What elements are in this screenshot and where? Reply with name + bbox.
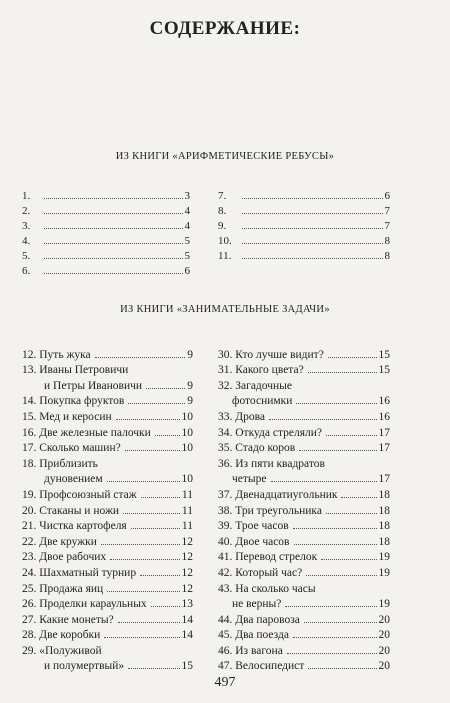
toc-entry (22, 439, 193, 455)
dot-leader (328, 357, 377, 358)
toc-entry (218, 501, 390, 517)
entry-title: 17. Сколько машин? (22, 442, 121, 455)
dot-leader (44, 228, 183, 229)
dot-leader (44, 213, 183, 214)
entry-page: 10 (181, 426, 193, 439)
toc-entry (22, 361, 193, 377)
entry-number: 2. (22, 205, 31, 217)
dot-leader (107, 481, 180, 482)
toc-entry (22, 232, 190, 247)
toc-entry (22, 626, 193, 642)
page-title: СОДЕРЖАНИЕ: (149, 18, 301, 39)
toc-entry (22, 517, 193, 533)
toc-entry (22, 595, 193, 611)
dot-leader (95, 357, 186, 358)
entry-page: 14 (181, 629, 193, 642)
entry-page: 4 (184, 220, 190, 232)
dot-leader (326, 513, 377, 514)
entry-title: 27. Какие монеты? (22, 613, 114, 626)
toc-entry (22, 345, 193, 361)
toc-entry (218, 345, 390, 361)
entry-title: четыре (232, 473, 267, 486)
toc-entry (22, 610, 193, 626)
dot-leader (107, 591, 179, 592)
dot-leader (269, 419, 377, 420)
entry-title: 23. Двое рабочих (22, 551, 107, 564)
dot-leader (321, 559, 376, 560)
entry-page: 6 (184, 265, 190, 277)
entry-page: 12 (181, 535, 193, 548)
entry-page: 9 (187, 379, 193, 392)
dot-leader (125, 450, 180, 451)
dot-leader (299, 450, 376, 451)
dot-leader (308, 668, 376, 669)
toc-entry (218, 454, 390, 470)
entry-title: 33. Дрова (218, 410, 265, 423)
entry-page: 19 (378, 551, 390, 564)
toc-entry (22, 376, 193, 392)
entry-page: 15 (181, 660, 193, 673)
toc-entry (22, 392, 193, 408)
entry-page: 15 (378, 364, 390, 377)
toc-entry (22, 217, 190, 232)
entry-title: 36. Из пяти квадратов (218, 457, 325, 470)
toc-entry (22, 187, 190, 202)
dot-leader (44, 273, 183, 274)
toc-entry (218, 657, 390, 673)
toc-entry (22, 262, 190, 277)
entry-title: 21. Чистка картофеля (22, 520, 127, 533)
entry-title: 24. Шахматный турнир (22, 566, 137, 579)
dot-leader (140, 575, 179, 576)
entry-title: 35. Стадо коров (218, 442, 296, 455)
entry-title: 47. Велосипедист (218, 660, 305, 673)
dot-leader (242, 228, 383, 229)
entry-title: дуновением (44, 473, 103, 486)
entry-title: не верны? (232, 598, 282, 611)
toc-entry (218, 610, 390, 626)
toc-entry (218, 407, 390, 423)
entry-title: 29. «Полуживой (22, 644, 102, 657)
dot-leader (306, 575, 376, 576)
toc-entry (218, 485, 390, 501)
dot-leader (308, 372, 377, 373)
toc-entry (22, 454, 193, 470)
section-heading-tasks: ИЗ КНИГИ «ЗАНИМАТЕЛЬНЫЕ ЗАДАЧИ» (120, 304, 330, 315)
entry-page: 10 (181, 442, 193, 455)
entry-title: 37. Двенадцатиугольник (218, 488, 338, 501)
entry-title: 12. Путь жука (22, 348, 91, 361)
entry-page: 16 (378, 395, 390, 408)
entry-page: 17 (378, 426, 390, 439)
dot-leader (293, 637, 377, 638)
entry-title: фотоснимки (232, 395, 293, 408)
entry-title: 22. Две кружки (22, 535, 97, 548)
entry-page: 9 (187, 395, 193, 408)
entry-page: 13 (181, 598, 193, 611)
toc-entry (218, 392, 390, 408)
dot-leader (151, 606, 180, 607)
toc-entry (218, 247, 390, 262)
entry-title: 43. На сколько часы (218, 582, 316, 595)
entry-title: 14. Покупка фруктов (22, 395, 125, 408)
entry-number: 1. (22, 190, 31, 202)
entry-page: 6 (384, 190, 390, 202)
entry-title: 44. Два паровоза (218, 613, 300, 626)
entry-title: 20. Стаканы и ножи (22, 504, 120, 517)
entry-title: 13. Иваны Петровичи (22, 364, 129, 377)
dot-leader (128, 668, 179, 669)
entry-page: 5 (184, 250, 190, 262)
toc-entry (22, 470, 193, 486)
entry-page: 8 (384, 235, 390, 247)
entry-number: 9. (218, 220, 227, 232)
dot-leader (155, 435, 180, 436)
dot-leader (110, 559, 179, 560)
entry-page: 4 (184, 205, 190, 217)
dot-leader (116, 419, 180, 420)
entry-title: 40. Двое часов (218, 535, 290, 548)
entry-number: 11. (218, 250, 232, 262)
dot-leader (146, 388, 185, 389)
toc-entry (22, 657, 193, 673)
dot-leader (242, 243, 383, 244)
entry-title: 42. Который час? (218, 566, 303, 579)
toc-entry (218, 232, 390, 247)
dot-leader (44, 243, 183, 244)
entry-title: 15. Мед и керосин (22, 410, 112, 423)
entry-title: 41. Перевод стрелок (218, 551, 318, 564)
toc-entry (218, 641, 390, 657)
section-heading-rebuses: ИЗ КНИГИ «АРИФМЕТИЧЕСКИЕ РЕБУСЫ» (115, 151, 335, 162)
toc-entry (218, 579, 390, 595)
dot-leader (285, 606, 376, 607)
toc-entry (218, 217, 390, 232)
entry-page: 12 (181, 566, 193, 579)
entry-title: 16. Две железные палочки (22, 426, 151, 439)
toc-entry (218, 548, 390, 564)
entry-title: 38. Три треугольника (218, 504, 322, 517)
dot-leader (242, 258, 383, 259)
entry-page: 18 (378, 504, 390, 517)
dot-leader (294, 544, 377, 545)
entry-title: и Петры Ивановичи (44, 379, 143, 392)
entry-page: 20 (378, 660, 390, 673)
rebus-list-left (22, 187, 190, 277)
entry-title: 28. Две коробки (22, 629, 101, 642)
dot-leader (296, 403, 376, 404)
page-number: 497 (214, 675, 236, 690)
entry-number: 6. (22, 265, 31, 277)
entry-page: 17 (378, 473, 390, 486)
entry-page: 5 (184, 235, 190, 247)
entry-number: 5. (22, 250, 31, 262)
entry-page: 20 (378, 613, 390, 626)
entry-page: 19 (378, 598, 390, 611)
entry-title: 19. Профсоюзный стаж (22, 488, 137, 501)
toc-entry (218, 470, 390, 486)
dot-leader (341, 497, 376, 498)
dot-leader (104, 637, 179, 638)
toc-entry (218, 423, 390, 439)
entry-title: 31. Какого цвета? (218, 364, 304, 377)
entry-page: 7 (384, 220, 390, 232)
entry-page: 7 (384, 205, 390, 217)
entry-page: 14 (181, 613, 193, 626)
entry-page: 11 (181, 504, 193, 517)
toc-entry (22, 423, 193, 439)
entry-page: 18 (378, 488, 390, 501)
entry-title: 45. Два поезда (218, 629, 289, 642)
dot-leader (304, 622, 377, 623)
entry-title: и полумертвый» (44, 660, 125, 673)
toc-entry (22, 501, 193, 517)
toc-entry (218, 361, 390, 377)
toc-entry (22, 202, 190, 217)
dot-leader (271, 481, 377, 482)
dot-leader (242, 213, 383, 214)
dot-leader (123, 513, 180, 514)
toc-entry (22, 485, 193, 501)
toc-entry (218, 595, 390, 611)
entry-title: 26. Проделки караульных (22, 598, 147, 611)
entry-title: 46. Из вагона (218, 644, 283, 657)
toc-entry (218, 626, 390, 642)
entry-title: 30. Кто лучше видит? (218, 348, 324, 361)
tasks-list-right (218, 345, 390, 672)
dot-leader (44, 198, 183, 199)
tasks-list-left (22, 345, 193, 672)
dot-leader (326, 435, 376, 436)
dot-leader (242, 198, 383, 199)
toc-entry (218, 376, 390, 392)
dot-leader (141, 497, 180, 498)
entry-number: 7. (218, 190, 227, 202)
toc-entry (218, 202, 390, 217)
entry-page: 9 (187, 348, 193, 361)
dot-leader (101, 544, 180, 545)
rebus-list-right (218, 187, 390, 262)
dot-leader (293, 528, 377, 529)
entry-page: 10 (181, 410, 193, 423)
toc-entry (218, 187, 390, 202)
toc-entry (218, 517, 390, 533)
entry-page: 10 (181, 473, 193, 486)
entry-page: 18 (378, 535, 390, 548)
dot-leader (287, 653, 377, 654)
entry-title: 39. Трое часов (218, 520, 289, 533)
entry-page: 16 (378, 410, 390, 423)
entry-page: 17 (378, 442, 390, 455)
toc-entry (22, 532, 193, 548)
entry-page: 11 (181, 520, 193, 533)
toc-entry (22, 407, 193, 423)
entry-number: 8. (218, 205, 227, 217)
entry-page: 18 (378, 520, 390, 533)
entry-page: 11 (181, 488, 193, 501)
toc-entry (218, 563, 390, 579)
toc-entry (22, 548, 193, 564)
entry-number: 3. (22, 220, 31, 232)
toc-entry (218, 532, 390, 548)
entry-page: 12 (181, 582, 193, 595)
entry-title: 32. Загадочные (218, 379, 293, 392)
entry-title: 25. Продажа яиц (22, 582, 104, 595)
entry-title: 34. Откуда стреляли? (218, 426, 323, 439)
dot-leader (118, 622, 180, 623)
toc-entry (22, 247, 190, 262)
entry-title: 18. Приблизить (22, 457, 98, 470)
toc-entry (218, 439, 390, 455)
toc-entry (22, 563, 193, 579)
entry-page: 12 (181, 551, 193, 564)
entry-number: 10. (218, 235, 232, 247)
entry-page: 8 (384, 250, 390, 262)
dot-leader (131, 528, 180, 529)
entry-page: 15 (378, 348, 390, 361)
dot-leader (44, 258, 183, 259)
toc-entry (22, 579, 193, 595)
toc-entry (22, 641, 193, 657)
entry-number: 4. (22, 235, 31, 247)
entry-page: 20 (378, 629, 390, 642)
entry-page: 3 (184, 190, 190, 202)
dot-leader (128, 403, 185, 404)
entry-page: 19 (378, 566, 390, 579)
entry-page: 20 (378, 644, 390, 657)
